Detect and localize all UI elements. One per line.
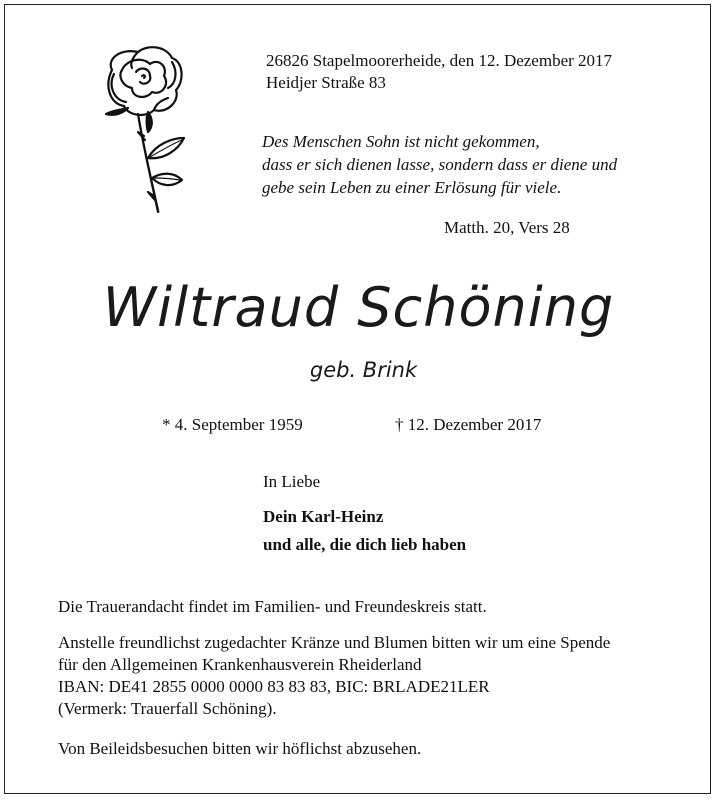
death-date: † 12. Dezember 2017 (395, 415, 542, 434)
donation-line: für den Allgemeinen Krankenhausverein Rheiderland (58, 655, 422, 674)
quote-reference: Matth. 20, Vers 28 (444, 218, 570, 237)
signature-name: Dein Karl-Heinz (263, 507, 384, 526)
rose-icon (92, 40, 202, 215)
address-place-date: 26826 Stapelmoorerheide, den 12. Dezember 2017 (266, 51, 613, 70)
birth-date: * 4. September 1959 (162, 415, 303, 434)
quote-line: dass er sich dienen lasse, sondern dass er diene und (262, 155, 618, 174)
deceased-name: Wiltraud Schöning (102, 276, 615, 339)
address-block (266, 50, 612, 94)
bible-quote (262, 130, 617, 199)
service-notice: Die Trauerandacht findet im Familien- und Freundeskreis statt. (58, 597, 487, 616)
quote-line: Des Menschen Sohn ist nicht gekommen, (262, 132, 540, 151)
bank-details: IBAN: DE41 2855 0000 0000 83 83 83, BIC: BRLADE21LER (58, 677, 490, 696)
donation-remark: (Vermerk: Trauerfall Schöning). (58, 699, 277, 718)
maiden-name: geb. Brink (309, 358, 418, 382)
quote-line: gebe sein Leben zu einer Erlösung für viele. (262, 178, 562, 197)
signature-intro: In Liebe (263, 472, 321, 491)
visits-notice: Von Beileidsbesuchen bitten wir höflichst abzusehen. (58, 739, 422, 758)
signature-family: und alle, die dich lieb haben (263, 535, 467, 554)
donation-notice (58, 632, 610, 720)
donation-line: Anstelle freundlichst zugedachter Kränze und Blumen bitten wir um eine Spende (58, 633, 611, 652)
address-street: Heidjer Straße 83 (266, 73, 386, 92)
